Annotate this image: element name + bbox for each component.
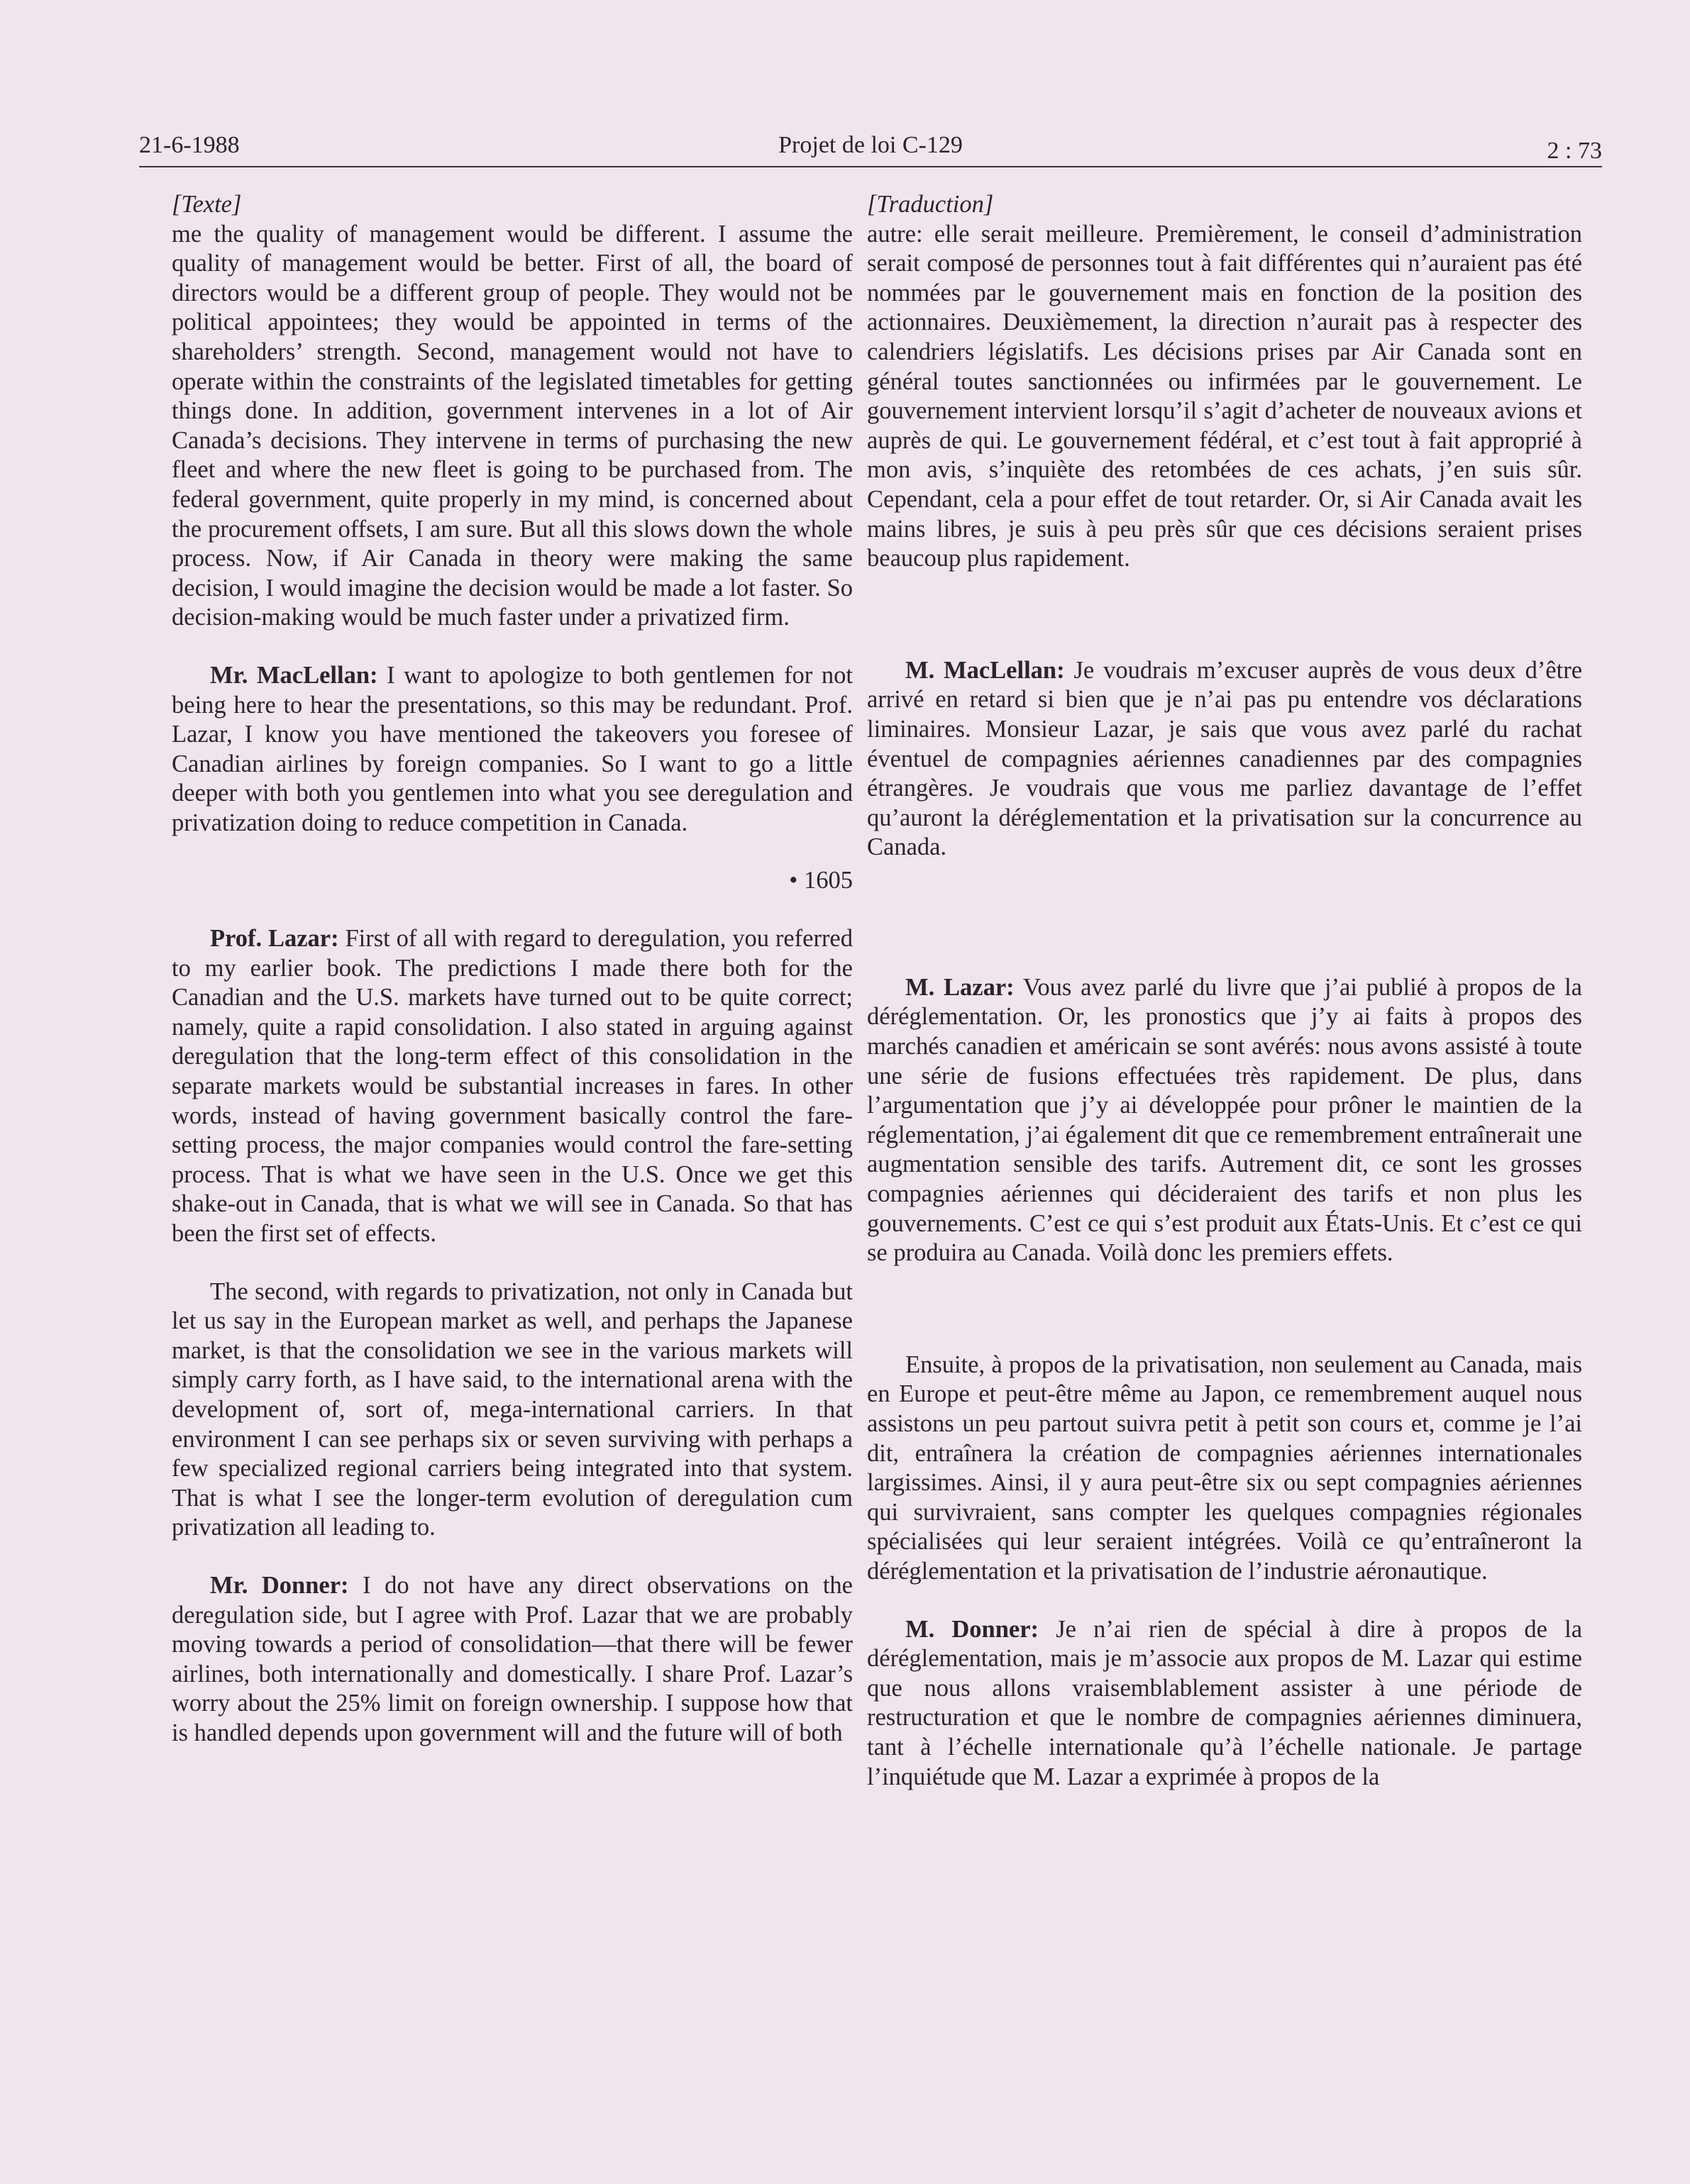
speaker-name: Mr. MacLellan: bbox=[210, 661, 378, 689]
speaker-name: M. Lazar: bbox=[905, 973, 1015, 1001]
english-column bbox=[172, 190, 853, 1748]
paragraph-maclellan-en bbox=[172, 661, 853, 838]
paragraph-privatization-en: The second, with regards to privatization, not only in Canada but let us say in the European market as well, and perhaps the Japanese market, is that the consolidation we see in the various markets will simply carry forth, as I have said, to the international arena with the development of, sort of, mega-international carriers. In that environment I can see perhaps six or seven surviving with perhaps a few specialized regional carriers being integrated into that system. That is what I see the longer-term evolution of deregulation cum privatization all leading to. bbox=[172, 1277, 853, 1541]
column-tag-texte: [Texte] bbox=[172, 191, 242, 218]
speech-text: Vous avez parlé du livre que j’ai publié à propos de la déréglementation. Or, les pronostics que j’y ai faits à propos des marchés canadien et américain se sont avérés: nous avons assisté à toute une série de fusions effectuées très rapidement. De plus, dans l’argumentation que j’y ai développée pour prôner le maintien de la réglementation, j’ai également dit que ce remembrement entraînerait une augmentation sensible des tarifs. Autrement dit, ce sont les grosses compagnies aériennes qui décideraient des tarifs et non plus les gouvernements. C’est ce qui s’est produit aux États-Unis. Et c’est ce qui se produira au Canada. Voilà donc les premiers effets. bbox=[867, 973, 1582, 1267]
header-title: Projet de loi C-129 bbox=[778, 132, 963, 158]
paragraph-donner-en bbox=[172, 1571, 853, 1748]
paragraph-lazar-fr bbox=[867, 973, 1582, 1268]
speaker-name: M. Donner: bbox=[905, 1615, 1039, 1643]
time-marker: • 1605 bbox=[789, 867, 853, 894]
speaker-name: M. MacLellan: bbox=[905, 656, 1065, 684]
paragraph-maclellan-fr bbox=[867, 656, 1582, 863]
speech-text: Je n’ai rien de spécial à dire à propos de la déréglementation, mais je m’associe aux propos de M. Lazar qui estime que nous allons vraisemblablement assister à une période de restructuration et que le nombre de compagnies aériennes diminuera, tant à l’échelle internationale qu’à l’échelle nationale. Je partage l’inquiétude que M. Lazar a exprimée à propos de la bbox=[867, 1615, 1583, 1790]
paragraph-1-en: me the quality of management would be different. I assume the quality of management would be better. First of all, the board of directors would be a different group of people. They would not be political appointees; they would be appointed in terms of the shareholders’ strength. Second, management would not have to operate within the constraints of the legislated timetables for getting things done. In addition, government intervenes in a lot of Air Canada’s decisions. They intervene in terms of purchasing the new fleet and where the new fleet is going to be purchased from. The federal government, quite properly in my mind, is concerned about the procurement offsets, I am sure. But all this slows down the whole process. Now, if Air Canada in theory were making the same decision, I would imagine the decision would be made a lot faster. So decision-making would be much faster under a privatized firm. bbox=[172, 220, 853, 631]
paragraph-privatization-fr: Ensuite, à propos de la privatisation, non seulement au Canada, mais en Europe et peut-être même au Japon, ce remembrement auquel nous assistons un peu partout suivra petit à petit son cours et, comme je l’ai dit, entraînera la création de compagnies aériennes internationales largissimes. Ainsi, il y aura peut-être six ou sept compagnies aériennes qui survivraient, sans compter les quelques compagnies régionales spécialisées qui leur seraient intégrées. Voilà ce qu’entraîneront la déréglementation et la privatisation de l’industrie aéronautique. bbox=[867, 1351, 1582, 1585]
french-column bbox=[867, 190, 1582, 1792]
speech-text: I want to apologize to both gentlemen for not being here to hear the presentations, so this may be redundant. Prof. Lazar, I know you have mentioned the takeovers you foresee of Canadian airlines by foreign companies. So I want to go a little deeper with both you gentlemen into what you see deregulation and privatization doing to reduce competition in Canada. bbox=[172, 661, 853, 836]
paragraph-lazar-en bbox=[172, 924, 853, 1249]
paragraph-1-fr: autre: elle serait meilleure. Premièrement, le conseil d’administration serait composé de personnes tout à fait différentes qui n’auraient pas été nommées par le gouvernement mais en fonction de la position des actionnaires. Deuxièmement, la direction n’aurait pas à respecter des calendriers législatifs. Les décisions prises par Air Canada sont en général toutes sanctionnées ou infirmées par le gouvernement. Le gouvernement intervient lorsqu’il s’agit d’acheter de nouveaux avions et auprès de qui. Le gouvernement fédéral, et c’est tout à fait approprié à mon avis, s’inquiète des retombées de ces achats, j’en suis sûr. Cependant, cela a pour effet de tout retarder. Or, si Air Canada avait les mains libres, je suis à peu près sûr que ces décisions seraient prises beaucoup plus rapidement. bbox=[867, 220, 1582, 572]
page-header bbox=[139, 132, 1602, 167]
paragraph-donner-fr bbox=[867, 1615, 1582, 1792]
speaker-name: Mr. Donner: bbox=[210, 1571, 349, 1599]
speaker-name: Prof. Lazar: bbox=[210, 925, 339, 953]
speech-text: Je voudrais m’excuser auprès de vous deux d’être arrivé en retard si bien que je n’ai pas pu entendre vos déclarations liminaires. Monsieur Lazar, je sais que vous avez parlé du rachat éventuel de compagnies aériennes canadiennes par des compagnies étrangères. Je voudrais que vous me parliez davantage de l’effet qu’auront la déréglementation et la privatisation sur la concurrence au Canada. bbox=[867, 656, 1583, 861]
speech-text: I do not have any direct observations on the deregulation side, but I agree with Prof. Lazar that we are probably moving towards a period of consolidation—that there will be fewer airlines, both internationally and domestically. I share Prof. Lazar’s worry about the 25% limit on foreign ownership. I suppose how that is handled depends upon government will and the future will of both bbox=[172, 1571, 853, 1746]
header-date: 21-6-1988 bbox=[139, 132, 240, 158]
header-page-number: 2 : 73 bbox=[1547, 138, 1602, 164]
speech-text: First of all with regard to deregulation, you referred to my earlier book. The predictions I made there both for the Canadian and the U.S. markets have turned out to be quite correct; namely, quite a rapid consolidation. I also stated in arguing against deregulation that the long-term effect of this consolidation in the separate markets would be substantial increases in fares. In other words, instead of having government basically control the fare-setting process, the major companies would control the fare-setting process. That is what we have seen in the U.S. Once we get this shake-out in Canada, that is what we will see in Canada. So that has been the first set of effects. bbox=[172, 925, 853, 1247]
column-tag-traduction: [Traduction] bbox=[867, 191, 994, 218]
